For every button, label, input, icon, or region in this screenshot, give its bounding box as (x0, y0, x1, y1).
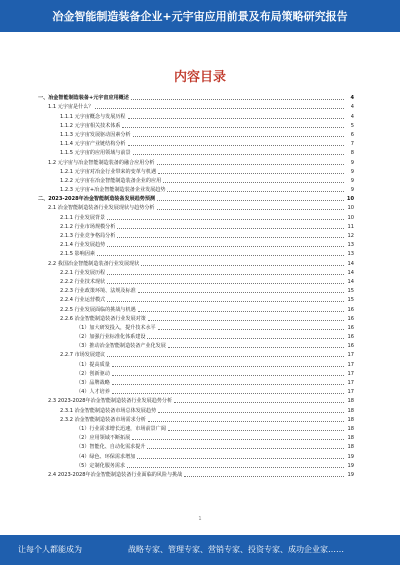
toc-entry-page: 18 (347, 416, 354, 423)
toc-entry-label: 1.2.1 元宇宙对冶金行业带来的变革与机遇 (60, 168, 157, 175)
toc-entry-label: （4）绿色、环保需求增加 (76, 453, 136, 460)
toc-entry-page: 12 (347, 233, 354, 239)
toc-entry-page: 14 (347, 260, 354, 267)
toc-entry[interactable] (38, 130, 354, 139)
toc-entry-page: 4 (350, 95, 354, 102)
toc-entry-page: 17 (347, 389, 354, 396)
toc-entry-label: 2.2.7 市场发展建议 (60, 352, 106, 359)
footer-slogan: 让每个人都能成为 (18, 545, 82, 554)
toc-entry-label: 2.2 我国冶金智能制造装备行业发展现状 (48, 260, 140, 267)
toc-entry[interactable] (38, 405, 354, 414)
toc-entry-page: 7 (350, 141, 354, 148)
toc-entry-label: 2.1.4 行业发展趋势 (60, 242, 106, 249)
toc-entry-label: 1.1.1 元宇宙概念与发展历程 (60, 113, 126, 120)
toc-entry[interactable] (38, 378, 354, 387)
toc-leader-dots (148, 320, 344, 321)
toc-leader-dots (163, 182, 344, 183)
toc-leader-dots (128, 118, 344, 119)
toc-entry-label: 2.1.1 行业发展背景 (60, 214, 106, 221)
toc-leader-dots (157, 164, 344, 165)
toc-entry[interactable] (38, 295, 354, 304)
toc-entry[interactable] (38, 415, 354, 424)
toc-entry-page: 14 (347, 269, 354, 276)
toc-leader-dots (122, 127, 344, 128)
toc-entry[interactable] (38, 148, 354, 157)
toc-entry-page: 19 (347, 462, 354, 469)
toc-entry-page: 10 (347, 214, 354, 221)
toc-entry-page: 16 (347, 315, 354, 322)
toc-entry-label: 一、冶金智能制造装备+元宇宙应用概述 (38, 95, 129, 102)
toc-entry-page: 9 (350, 177, 354, 184)
toc-entry-page: 9 (350, 187, 354, 194)
toc-entry-label: （2）应用领域不断拓展 (76, 435, 131, 442)
report-header-band (0, 0, 400, 32)
toc-entry[interactable] (38, 369, 354, 378)
toc-leader-dots (107, 356, 344, 357)
toc-entry-label: 2.2.3 行业政策环境、法规及标准 (60, 288, 136, 295)
toc-entry-label: 1.1.2 元宇宙相关技术体系 (60, 122, 121, 129)
toc-entry-page: 16 (347, 343, 354, 350)
report-title: 冶金智能制造装备企业+元宇宙应用前景及布局策略研究报告 (52, 10, 348, 23)
toc-entry[interactable] (38, 111, 354, 120)
toc-entry[interactable] (38, 461, 354, 470)
toc-entry-page: 4 (350, 104, 354, 111)
toc-entry-page: 9 (350, 168, 354, 175)
toc-leader-dots (138, 292, 344, 293)
toc-title: 内容目录 (173, 70, 226, 85)
toc-entry[interactable] (38, 194, 354, 203)
toc-entry-page: 5 (350, 122, 354, 129)
toc-leader-dots (107, 219, 344, 220)
toc-leader-dots (127, 467, 344, 468)
toc-leader-dots (147, 338, 344, 339)
toc-entry-label: （1）提高质量 (76, 361, 110, 368)
toc-entry-label: 1.1.3 元宇宙发展驱动因素分析 (60, 131, 131, 138)
toc-leader-dots (112, 375, 344, 376)
toc-entry[interactable] (38, 442, 354, 451)
toc-leader-dots (138, 311, 344, 312)
toc-leader-dots (117, 237, 344, 238)
toc-entry[interactable] (38, 433, 354, 442)
toc-entry-page: 18 (347, 398, 354, 405)
toc-leader-dots (168, 347, 344, 348)
toc-leader-dots (157, 209, 344, 210)
toc-leader-dots (133, 154, 344, 155)
toc-entry[interactable] (38, 286, 354, 295)
toc-entry[interactable] (38, 222, 354, 231)
toc-entry-label: 1.1 元宇宙是什么？ (48, 104, 94, 111)
toc-entry[interactable] (38, 240, 354, 249)
toc-entry[interactable] (38, 470, 354, 479)
toc-entry-label: 2.2.5 行业发展面临的挑战与机遇 (60, 306, 136, 313)
toc-entry-label: 2.3 2023-2028年冶金智能制造装备行业发展趋势分析 (48, 398, 173, 405)
toc-entry-page: 11 (347, 223, 354, 230)
toc-entry-label: （3）品牌战略 (76, 380, 110, 386)
toc-entry[interactable] (38, 231, 354, 240)
toc-entry[interactable] (38, 249, 354, 258)
toc-leader-dots (97, 255, 344, 256)
table-of-contents (38, 93, 354, 479)
toc-entry-label: （1）行业需求增长迅速，市场前景广阔 (76, 425, 166, 432)
page-number: 1 (198, 516, 202, 522)
toc-entry-page: 13 (347, 242, 354, 249)
toc-entry-label: 2.1.5 影响因素 (60, 251, 95, 258)
toc-entry-page: 16 (347, 306, 354, 313)
toc-leader-dots (128, 145, 344, 146)
toc-entry[interactable] (38, 314, 354, 323)
toc-leader-dots (137, 458, 344, 459)
toc-leader-dots (157, 200, 344, 201)
toc-entry-label: 1.2 元宇宙与冶金智能制造装备的融合应用分析 (48, 159, 155, 166)
toc-entry-label: 2.2.2 行业技术现状 (60, 278, 106, 285)
toc-leader-dots (107, 274, 344, 275)
toc-leader-dots (141, 265, 344, 266)
toc-entry[interactable] (38, 157, 354, 166)
toc-entry-label: （3）智能化、自动化需求提升 (76, 444, 146, 451)
toc-entry-page: 17 (347, 380, 354, 386)
toc-leader-dots (107, 246, 344, 247)
toc-entry[interactable] (38, 176, 354, 185)
toc-entry-label: （4）人才培养 (76, 389, 110, 396)
toc-entry-label: 2.3.2 冶金智能制造装备市场需求分析 (60, 416, 146, 423)
toc-entry-page: 9 (350, 159, 354, 166)
toc-leader-dots (158, 412, 344, 413)
toc-entry-page: 10 (346, 196, 354, 203)
toc-entry-page: 18 (347, 407, 354, 414)
toc-leader-dots (184, 476, 344, 477)
toc-entry[interactable] (38, 350, 354, 359)
toc-entry[interactable] (38, 332, 354, 341)
toc-entry-label: 2.4 2023-2028年冶金智能制造装备行业面临的风险与挑战 (48, 471, 183, 478)
toc-entry-page: 15 (347, 288, 354, 295)
toc-entry-label: 1.1.4 元宇宙产业链结构分析 (60, 141, 126, 148)
toc-entry[interactable] (38, 203, 354, 212)
toc-entry-label: （5）定制化服务需求 (76, 462, 126, 469)
toc-entry-page: 17 (347, 352, 354, 359)
toc-leader-dots (112, 366, 344, 367)
report-footer-band (0, 535, 400, 565)
toc-entry-label: （1）加大研发投入，提升技术水平 (76, 324, 156, 331)
toc-leader-dots (148, 421, 344, 422)
toc-entry[interactable] (38, 277, 354, 286)
toc-entry[interactable] (38, 451, 354, 460)
toc-entry-label: 2.1 冶金智能制造装备行业发展现状与趋势分析 (48, 205, 155, 212)
toc-entry-page: 18 (347, 425, 354, 432)
toc-entry-label: 2.2.4 行业运营模式 (60, 297, 106, 304)
toc-entry-page: 6 (350, 131, 354, 138)
toc-entry-page: 19 (347, 453, 354, 460)
toc-entry[interactable] (38, 212, 354, 221)
toc-entry-label: （2）创新驱动 (76, 370, 110, 377)
toc-leader-dots (112, 393, 344, 394)
toc-leader-dots (107, 301, 344, 302)
toc-entry-page: 16 (347, 324, 354, 331)
toc-entry-label: 1.2.3 元宇宙+冶金智能制造装备企业发展趋势 (60, 187, 166, 194)
toc-entry[interactable] (38, 323, 354, 332)
toc-entry-page: 13 (347, 251, 354, 258)
toc-entry[interactable] (38, 102, 354, 111)
toc-entry[interactable] (38, 387, 354, 396)
toc-entry[interactable] (38, 359, 354, 368)
toc-entry-page: 15 (347, 297, 354, 304)
toc-entry-page: 8 (350, 150, 354, 157)
toc-leader-dots (158, 329, 344, 330)
toc-entry[interactable] (38, 139, 354, 148)
toc-entry-label: 1.1.5 元宇宙的应用领域与前景 (60, 150, 131, 157)
toc-leader-dots (107, 283, 344, 284)
toc-entry[interactable] (38, 167, 354, 176)
toc-entry-label: 2.1.2 行业市场规模分析 (60, 223, 116, 230)
toc-entry-page: 18 (347, 435, 354, 442)
toc-entry-label: 2.2.1 行业发展历程 (60, 269, 106, 276)
toc-entry-page: 14 (347, 278, 354, 285)
toc-entry-label: 2.2.6 冶金智能制造装备行业发展对策 (60, 315, 146, 322)
toc-leader-dots (95, 108, 344, 109)
toc-entry[interactable] (38, 121, 354, 130)
toc-entry[interactable] (38, 93, 354, 102)
toc-entry[interactable] (38, 258, 354, 267)
footer-roles: 战略专家、管理专家、营销专家、投资专家、成功企业家…… (128, 545, 344, 554)
toc-entry[interactable] (38, 424, 354, 433)
toc-leader-dots (133, 136, 344, 137)
toc-leader-dots (158, 173, 344, 174)
toc-entry-label: 2.1.3 行业竞争格局分析 (60, 233, 116, 239)
toc-entry[interactable] (38, 304, 354, 313)
toc-entry-page: 19 (347, 471, 354, 478)
toc-entry-label: （2）加强行业标准化体系建设 (76, 334, 146, 341)
toc-entry[interactable] (38, 341, 354, 350)
toc-entry-page: 10 (347, 205, 354, 212)
toc-entry-label: 2.3.1 冶金智能制造装备市场总体发展趋势 (60, 407, 157, 414)
toc-entry-page: 16 (347, 334, 354, 341)
toc-entry[interactable] (38, 268, 354, 277)
toc-entry-label: 二、2023-2028年冶金智能制造装备发展趋势预测 (38, 196, 156, 203)
toc-leader-dots (132, 439, 344, 440)
toc-leader-dots (167, 191, 344, 192)
toc-leader-dots (131, 99, 344, 100)
toc-entry-page: 17 (347, 370, 354, 377)
toc-entry-page: 4 (350, 113, 354, 120)
toc-entry-page: 17 (347, 361, 354, 368)
toc-entry-label: （3）推动冶金智能制造装备产业化发展 (76, 343, 166, 350)
toc-leader-dots (112, 384, 344, 385)
toc-leader-dots (117, 228, 344, 229)
toc-leader-dots (174, 402, 344, 403)
toc-entry[interactable] (38, 185, 354, 194)
toc-entry-page: 18 (347, 444, 354, 451)
toc-leader-dots (168, 430, 344, 431)
toc-leader-dots (147, 448, 344, 449)
toc-entry[interactable] (38, 396, 354, 405)
toc-entry-label: 1.2.2 元宇宙在冶金智能制造装备企业的应用 (60, 177, 162, 184)
